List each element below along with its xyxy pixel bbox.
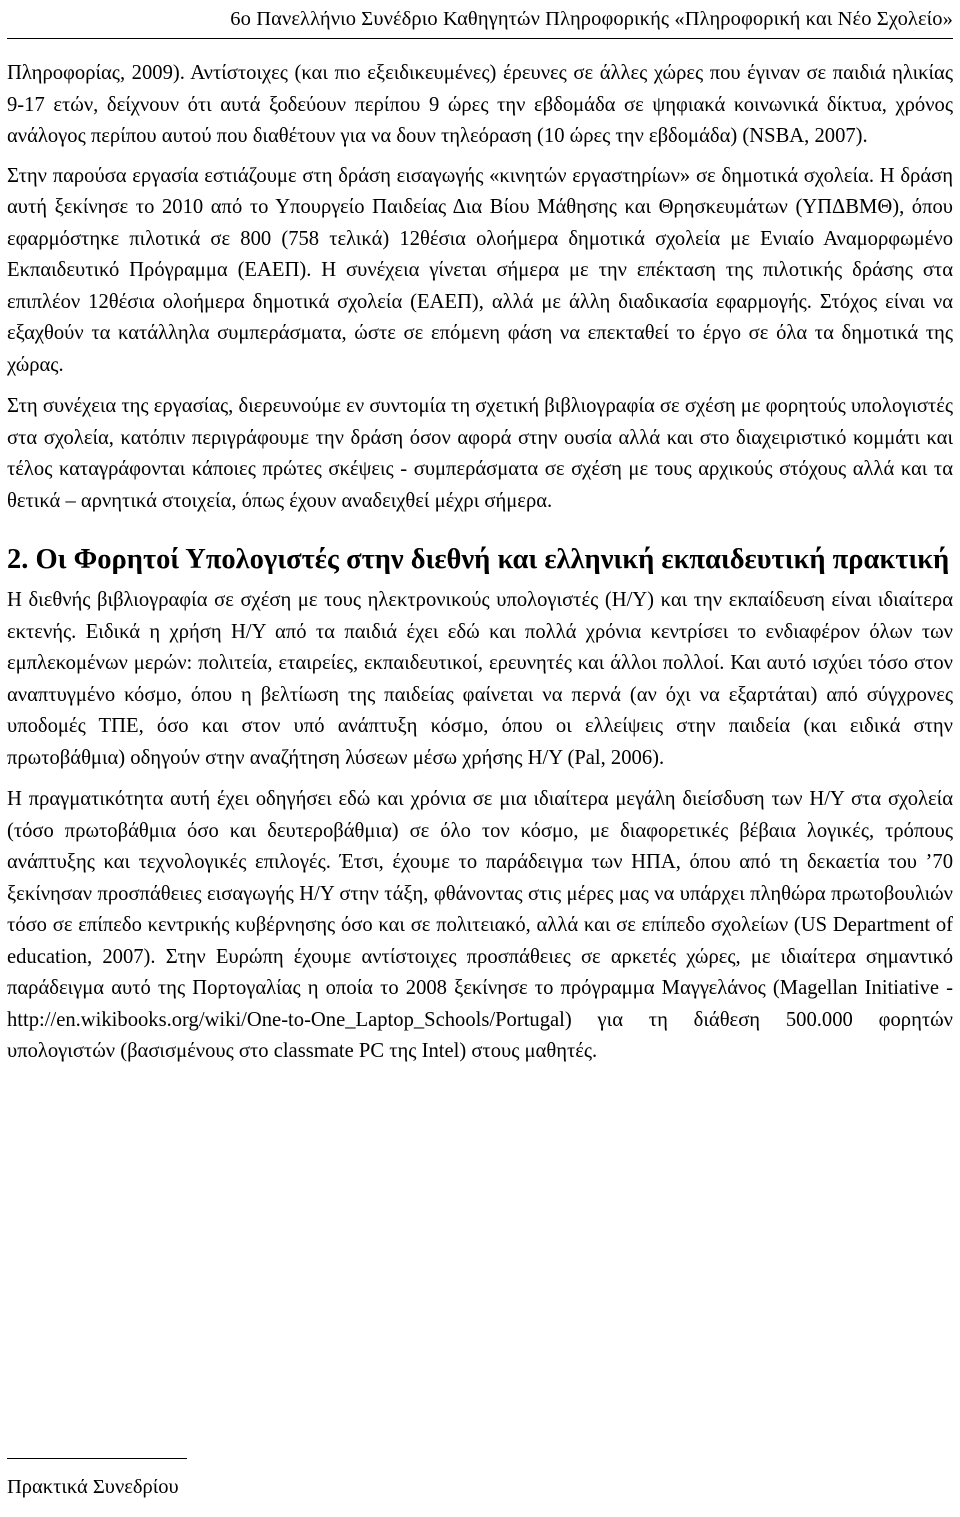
body-paragraph-1: Πληροφορίας, 2009). Αντίστοιχες (και πιο εξειδικευμένες) έρευνες σε άλλες χώρες που έγιναν σε παιδιά ηλικίας 9-17 ετών, δείχνουν ότι αυτά ξοδεύουν περίπου 9 ώρες την εβδομάδα σε ψηφιακά κοινωνικά δίκτυα, χρόνος ανάλογος περίπου αυτού που διαθέτουν για να δουν τηλεόραση (10 ώρες την εβδομάδα) (NSBA, 2007). <box>7 62 953 147</box>
running-header: 6ο Πανελλήνιο Συνέδριο Καθηγητών Πληροφορικής «Πληροφορική και Νέο Σχολείο» <box>230 8 953 30</box>
body-paragraph-2: Στην παρούσα εργασία εστιάζουμε στη δράση εισαγωγής «κινητών εργαστηρίων» σε δημοτικά σχολεία. Η δράση αυτή ξεκίνησε το 2010 από το Υπουργείο Παιδείας Δια Βίου Μάθησης και Θρησκευμάτων (ΥΠΔΒΜΘ), όπου εφαρμόστηκε πιλοτικά σε 800 (758 τελικά) 12θέσια ολοήμερα δημοτικά σχολεία με Ενιαίο Αναμορφωμένο Εκπαιδευτικό Πρόγραμμα (ΕΑΕΠ). Η συνέχεια γίνεται σήμερα με την επέκταση της πιλοτικής δράσης στα επιπλέον 12θέσια ολοήμερα δημοτικά σχολεία (ΕΑΕΠ), αλλά με άλλη διαδικασία εφαρμογής. Στόχος είναι να εξαχθούν τα κατάλληλα συμπεράσματα, ώστε σε επόμενη φάση να επεκταθεί το έργο σε όλα τα δημοτικά της χώρας. <box>7 164 953 376</box>
body-paragraph-5: Η πραγματικότητα αυτή έχει οδηγήσει εδώ και χρόνια σε μια ιδιαίτερα μεγάλη διείσδυση των Η/Υ στα σχολεία (τόσο πρωτοβάθμια όσο και δευτεροβάθμια) σε όλο τον κόσμο, με διαφορετικές βέβαια λογικές, τρόπους ανάπτυξης και τεχνολογικές επιλογές. Έτσι, έχουμε το παράδειγμα των ΗΠΑ, όπου από τη δεκαετία του ’70 ξεκίνησαν προσπάθειες εισαγωγής Η/Υ στην τάξη, φθάνοντας στις μέρες μας να υπάρχει πληθώρα πρωτοβουλιών τόσο σε επίπεδο κεντρικής κυβέρνησης όσο και σε πολιτειακό, αλλά και σε επίπεδο σχολείων (US Department of education, 2007). Στην Ευρώπη έχουμε αντίστοιχες προσπάθειες σε αρκετές χώρες, με ιδιαίτερα σημαντικό παράδειγμα αυτό της Πορτογαλίας η οποία το 2008 ξεκίνησε το πρόγραμμα Μαγγελάνος (Magellan Initiative - http://en.wikibooks.org/wiki/One-to-One_Laptop_Schools/Portugal) για τη διάθεση 500.000 φορητών υπολογιστών (βασισμένους στο classmate PC της Intel) στους μαθητές. <box>7 788 953 1062</box>
footer-rule <box>7 1458 187 1459</box>
body-paragraph-3: Στη συνέχεια της εργασίας, διερευνούμε εν συντομία τη σχετική βιβλιογραφία σε σχέση με φορητούς υπολογιστές στα σχολεία, κατόπιν περιγράφουμε την δράση όσον αφορά στην ουσία αλλά και στο διαχειριστικό κομμάτι και τέλος καταγράφονται κάποιες πρώτες σκέψεις - συμπεράσματα σε σχέση με τους αρχικούς στόχους αλλά και τα θετικά – αρνητικά στοιχεία, όπως έχουν αναδειχθεί μέχρι σήμερα. <box>7 395 953 512</box>
running-footer: Πρακτικά Συνεδρίου <box>7 1476 179 1498</box>
section-heading: 2. Οι Φορητοί Υπολογιστές στην διεθνή και ελληνική εκπαιδευτική πρακτική <box>7 544 950 575</box>
body-paragraph-4: Η διεθνής βιβλιογραφία σε σχέση με τους ηλεκτρονικούς υπολογιστές (Η/Υ) και την εκπαίδευση είναι ιδιαίτερα εκτενής. Ειδικά η χρήση Η/Υ από τα παιδιά έχει εδώ και πολλά χρόνια κεντρίσει το ενδιαφέρον όλων των εμπλεκομένων μερών: πολιτεία, εταιρείες, εκπαιδευτικοί, ερευνητές και άλλοι πολλοί. Και αυτό ισχύει τόσο στον αναπτυγμένο κόσμο, όπου η βελτίωση της παιδείας φαίνεται να περνά (αν όχι να εξαρτάται) από σύγχρονες υποδομές ΤΠΕ, όσο και στον υπό ανάπτυξη κόσμο, όπου οι ελλείψεις στην παιδεία (και ειδικά στην πρωτοβάθμια) οδηγούν στην αναζήτηση λύσεων μέσω χρήσης Η/Υ (Pal, 2006). <box>7 589 953 769</box>
header-rule <box>7 38 953 39</box>
document-body <box>7 58 953 1078</box>
